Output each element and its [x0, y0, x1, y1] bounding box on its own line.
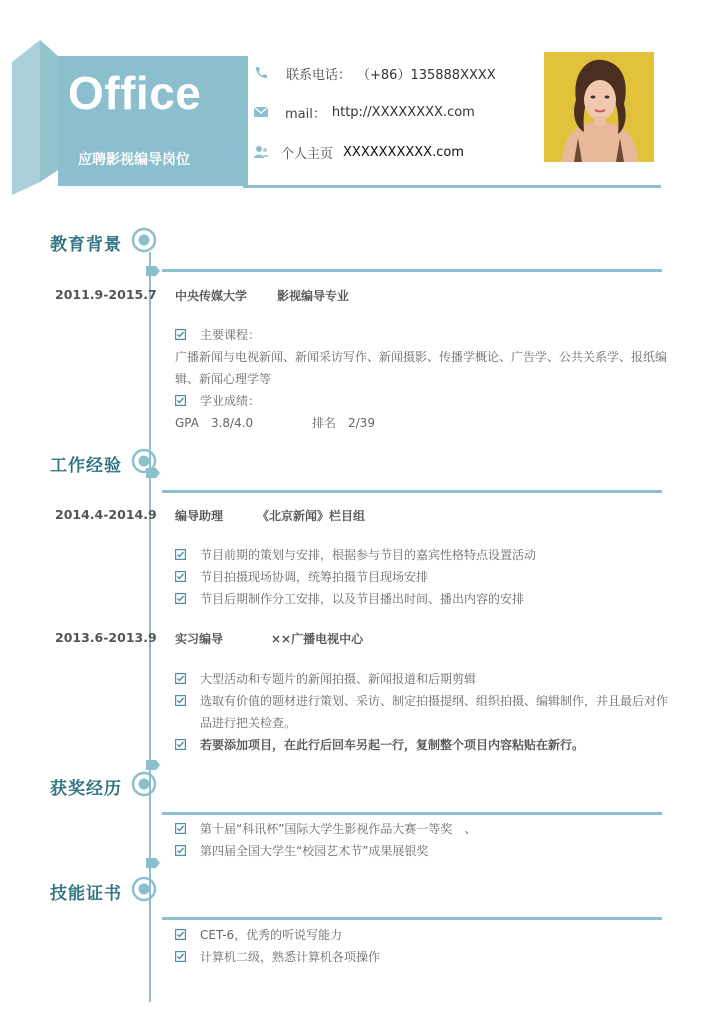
checkbox-icon	[175, 739, 186, 750]
grades-row	[175, 412, 670, 434]
homepage-value[interactable]: XXXXXXXXXX.com	[343, 144, 464, 160]
section-ring-icon	[131, 227, 157, 253]
checkbox-icon	[175, 571, 186, 582]
phone-value: （+86）135888XXXX	[357, 67, 496, 83]
timeline-flag-icon	[146, 266, 160, 276]
timeline-flag-icon	[146, 468, 160, 478]
entry-date: 2014.4-2014.9	[55, 507, 157, 522]
checkbox-icon	[175, 329, 186, 340]
list-item: 第四届全国大学生“校园艺术节”成果展银奖	[175, 840, 670, 862]
list-item: 节目拍摄现场协调，统筹拍摄节目现场安排	[175, 566, 670, 588]
courses-text: 广播新闻与电视新闻、新闻采访写作、新闻摄影、传播学概论、广告学、公共关系学、报纸编辑、新闻心理学等	[175, 350, 668, 386]
entry-date: 2013.6-2013.9	[55, 630, 157, 645]
homepage-row	[253, 142, 464, 162]
checkbox-icon	[175, 593, 186, 604]
homepage-label: 个人主页	[281, 146, 334, 162]
section-title-work: 工作经验	[50, 456, 122, 476]
list-item: 节目后期制作分工安排，以及节目播出时间、播出内容的安排	[175, 588, 670, 610]
rank-value: 排名 2/39	[312, 416, 375, 430]
phone-row	[253, 63, 496, 83]
list-item: 若要添加项目，在此行后回车另起一行，复制整个项目内容粘贴在新行。	[175, 734, 670, 756]
profile-photo	[544, 52, 654, 162]
checkbox-icon	[175, 929, 186, 940]
mail-icon	[253, 104, 269, 120]
timeline-flag-icon	[146, 858, 160, 868]
school-name: 中央传媒大学	[175, 289, 248, 303]
mail-row	[253, 102, 475, 122]
checkbox-icon	[175, 673, 186, 684]
checkbox-icon	[175, 845, 186, 856]
gpa-value: GPA 3.8/4.0	[175, 416, 254, 430]
checkbox-icon	[175, 695, 186, 706]
job-title: 应聘影视编导岗位	[78, 152, 190, 168]
list-item: 计算机二级，熟悉计算机各项操作	[175, 946, 670, 968]
section-divider	[162, 917, 662, 920]
logo-text: Office	[68, 67, 202, 119]
section-divider	[162, 269, 662, 272]
list-item: 学业成绩：	[175, 390, 670, 412]
section-title-skills: 技能证书	[50, 884, 122, 904]
job-org: 《北京新闻》栏目组	[257, 509, 366, 523]
user-icon	[253, 144, 269, 160]
header-divider	[243, 185, 661, 188]
list-item: 大型活动和专题片的新闻拍摄、新闻报道和后期剪辑	[175, 668, 670, 690]
entry-heading	[175, 287, 349, 304]
job-org: ××广播电视中心	[271, 632, 364, 646]
checkbox-icon	[175, 549, 186, 560]
checkbox-icon	[175, 823, 186, 834]
job-role: 实习编导	[175, 632, 224, 646]
entry-heading	[175, 630, 363, 647]
entry-date: 2011.9-2015.7	[55, 287, 157, 302]
list-item: 第十届“科讯杯”国际大学生影视作品大赛一等奖 、	[175, 818, 670, 840]
major-name: 影视编导专业	[277, 289, 350, 303]
section-title-awards: 获奖经历	[50, 779, 122, 799]
section-title-education: 教育背景	[50, 235, 122, 255]
timeline-flag-icon	[146, 760, 160, 770]
phone-icon	[253, 65, 269, 81]
job-role: 编导助理	[175, 509, 224, 523]
checkbox-icon	[175, 395, 186, 406]
section-ring-icon	[131, 876, 157, 902]
mail-label: mail：	[285, 106, 326, 122]
entry-heading	[175, 507, 365, 524]
section-divider	[162, 490, 662, 493]
checkbox-icon	[175, 951, 186, 962]
list-item: 节目前期的策划与安排，根据参与节目的嘉宾性格特点设置活动	[175, 544, 670, 566]
section-ring-icon	[131, 771, 157, 797]
mail-value[interactable]: http://XXXXXXXX.com	[331, 104, 475, 120]
list-item: CET-6，优秀的听说写能力	[175, 924, 670, 946]
phone-label: 联系电话：	[286, 67, 352, 83]
list-item: 主要课程：	[175, 324, 670, 346]
list-item: 选取有价值的题材进行策划、采访、制定拍摄提纲、组织拍摄、编辑制作，并且最后对作品进行把关检查。	[175, 690, 670, 734]
section-divider	[162, 812, 662, 815]
